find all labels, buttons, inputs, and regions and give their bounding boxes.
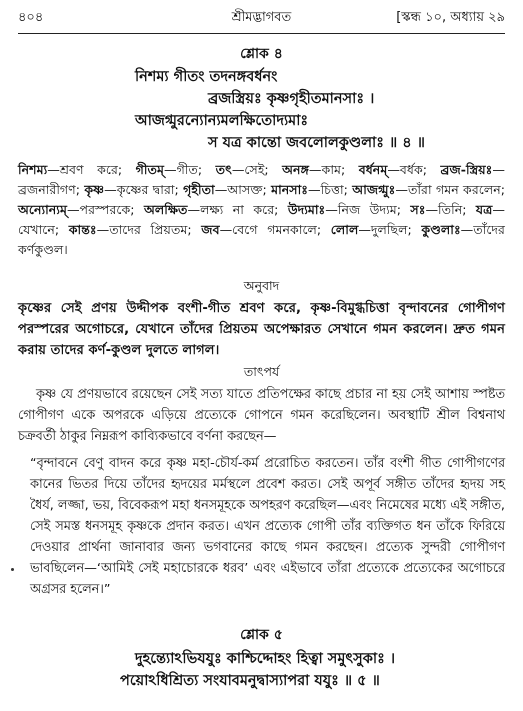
wbw-meaning: —সেই;: [231, 162, 283, 177]
wbw-term: গীতম্: [135, 162, 164, 177]
word-meanings: [18, 160, 505, 260]
wbw-meaning: —নিজ উদ্যম;: [325, 202, 411, 217]
purport-text: কৃষ্ণ যে প্রণয়ভাবে রয়েছেন সেই সত্য যাতে প্রতিপক্ষের কাছে প্রচার না হয় সেই আশায় স্পষ্টত গোপীগণ একে অপরকে এড়িয়ে প্রত্যেকে গোপনে গমন করেছিলেন। অবস্থাটি শ্রীল বিশ্বনাথ চক্রবর্তী ঠাকুর নিম্নরূপ কাব্যিকভাবে বর্ণনা করছেন—: [18, 387, 505, 444]
translation-heading: অনুবাদ: [243, 278, 280, 293]
wbw-term: অন্যোন্যম্: [18, 202, 67, 217]
wbw-term: গৃহীতা: [183, 182, 215, 197]
wbw-meaning: —চিত্তা;: [307, 182, 353, 197]
chapter-reference: [স্কন্ধ ১০, অধ্যায় ২৯: [396, 10, 505, 25]
header-divider: [18, 33, 505, 34]
wbw-meaning: —আসক্ত;: [214, 182, 272, 197]
sloka-4-line-4: স যত্র কান্তো জবলোলকুণ্ডলাঃ ॥ ৪ ॥: [208, 135, 425, 151]
wbw-term: নিশম্য: [18, 162, 48, 177]
wbw-term: বর্ধনম্: [358, 162, 388, 177]
wbw-meaning: —গীত;: [163, 162, 216, 177]
wbw-term: অলক্ষিত: [143, 202, 188, 217]
wbw-term: আজগ্মুঃ: [352, 182, 396, 197]
margin-dot: [11, 568, 14, 571]
wbw-meaning: —পরস্পরকে;: [66, 202, 144, 217]
wbw-meaning: —তাদের প্রিয়তম;: [96, 222, 202, 237]
wbw-meaning: —বর্ধক;: [387, 162, 441, 177]
wbw-meaning: —কাম;: [308, 162, 359, 177]
sloka-5-line-2: পয়োঽধিশ্রিত্য সংযাবমনুদ্বাস্যাপরা যযুঃ ॥ ৫ ॥: [120, 673, 380, 689]
wbw-term: যত্র: [475, 202, 493, 217]
wbw-meaning: —তাঁদের কর্ণকুণ্ডল।: [18, 222, 505, 257]
wbw-term: অনঙ্গ: [282, 162, 309, 177]
wbw-term: কৃষ্ণ: [84, 182, 105, 197]
purport-quote: “বৃন্দাবনে বেণু বাদন করে কৃষ্ণ মহা-চৌর্য-কর্ম প্ররোচিত করতেন। তাঁর বংশী গীত গোপীগণের কানের ভিতর দিয়ে তাঁদের হৃদয়ের মর্মস্থলে প্রবেশ করত। সেই অপূর্ব সঙ্গীত তাঁদের হৃদয় সহ ধৈর্য, লজ্জা, ভয়, বিবেকরূপ মহা ধনসমূহকে অপহরণ করেছিল—এবং নিমেষের মধ্যে এই সঙ্গীত, সেই সমস্ত ধনসমূহ কৃষ্ণকে প্রদান করত। এখন প্রত্যেক গোপী তাঁর ব্যক্তিগত ধন তাঁকে ফিরিয়ে দেওয়ার প্রার্থনা জানাবার জন্য ভগবানের কাছে গমন করছেন। প্রত্যেক সুন্দরী গোপীগণ ভাবছিলেন—‘আমিই সেই মহাচোরকে ধরব’ এবং এইভাবে তাঁরা প্রত্যেকে প্রত্যেকের অগোচরে অগ্রসর হলেন।”: [30, 456, 505, 597]
wbw-meaning: —তিনি;: [425, 202, 476, 217]
wbw-term: কুণ্ডলাঃ: [421, 222, 461, 237]
wbw-meaning: —ব্রজনারীগণ;: [18, 162, 505, 197]
wbw-meaning: —দুলছিল;: [358, 222, 422, 237]
page-header: [18, 8, 505, 32]
wbw-meaning: —শ্রবণ করে;: [47, 162, 136, 177]
sloka-4-line-2: ব্রজস্ত্রিয়ঃ কৃষ্ণগৃহীতমানসাঃ ।: [208, 91, 375, 107]
page-number: ৪০৪: [18, 10, 44, 25]
wbw-term: কান্তঃ: [68, 222, 97, 237]
sloka-5-heading: শ্লোক ৫: [240, 627, 283, 643]
wbw-term: ব্রজ-স্ত্রিয়ঃ: [440, 162, 493, 177]
wbw-term: মানসাঃ: [271, 182, 308, 197]
sloka-4-line-1: নিশম্য গীতং তদনঙ্গবর্ধনং: [135, 69, 278, 85]
wbw-term: তৎ: [215, 162, 232, 177]
wbw-term: লোল: [330, 222, 359, 237]
sloka-5-line-1: দুহন্ত্যোঽভিযযুঃ কাশ্চিদ্দোহং হিত্বা সমুৎসুকাঃ ।: [135, 651, 396, 667]
purport-heading: তাৎপর্য: [243, 364, 280, 379]
book-title: শ্রীমদ্ভাগবত: [231, 10, 292, 25]
translation-text: কৃষ্ণের সেই প্রণয় উদ্দীপক বংশী-গীত শ্রবণ করে, কৃষ্ণ-বিমুগ্ধচিত্তা বৃন্দাবনের গোপীগণ পরস্পরের অগোচরে, যেখানে তাঁদের প্রিয়তম অপেক্ষারত সেখানে গমন করলেন। দ্রুত গমন করায় তাদের কর্ণ-কুণ্ডল দুলতে লাগল।: [18, 301, 505, 358]
sloka-4-heading: শ্লোক ৪: [240, 46, 283, 62]
wbw-term: জব: [201, 222, 220, 237]
sloka-4-line-3: আজগ্মুরন্যোন্যমলক্ষিতোদ্যমাঃ: [135, 113, 309, 129]
wbw-meaning: —যেখানে;: [18, 202, 505, 237]
wbw-term: সঃ: [410, 202, 426, 217]
wbw-meaning: —লক্ষ্য না করে;: [187, 202, 288, 217]
wbw-meaning: —তাঁরা গমন করলেন;: [395, 182, 505, 197]
wbw-term: উদ্যমাঃ: [287, 202, 326, 217]
wbw-meaning: —বেগে গমনকালে;: [219, 222, 331, 237]
wbw-meaning: —কৃষ্ণের দ্বারা;: [104, 182, 184, 197]
